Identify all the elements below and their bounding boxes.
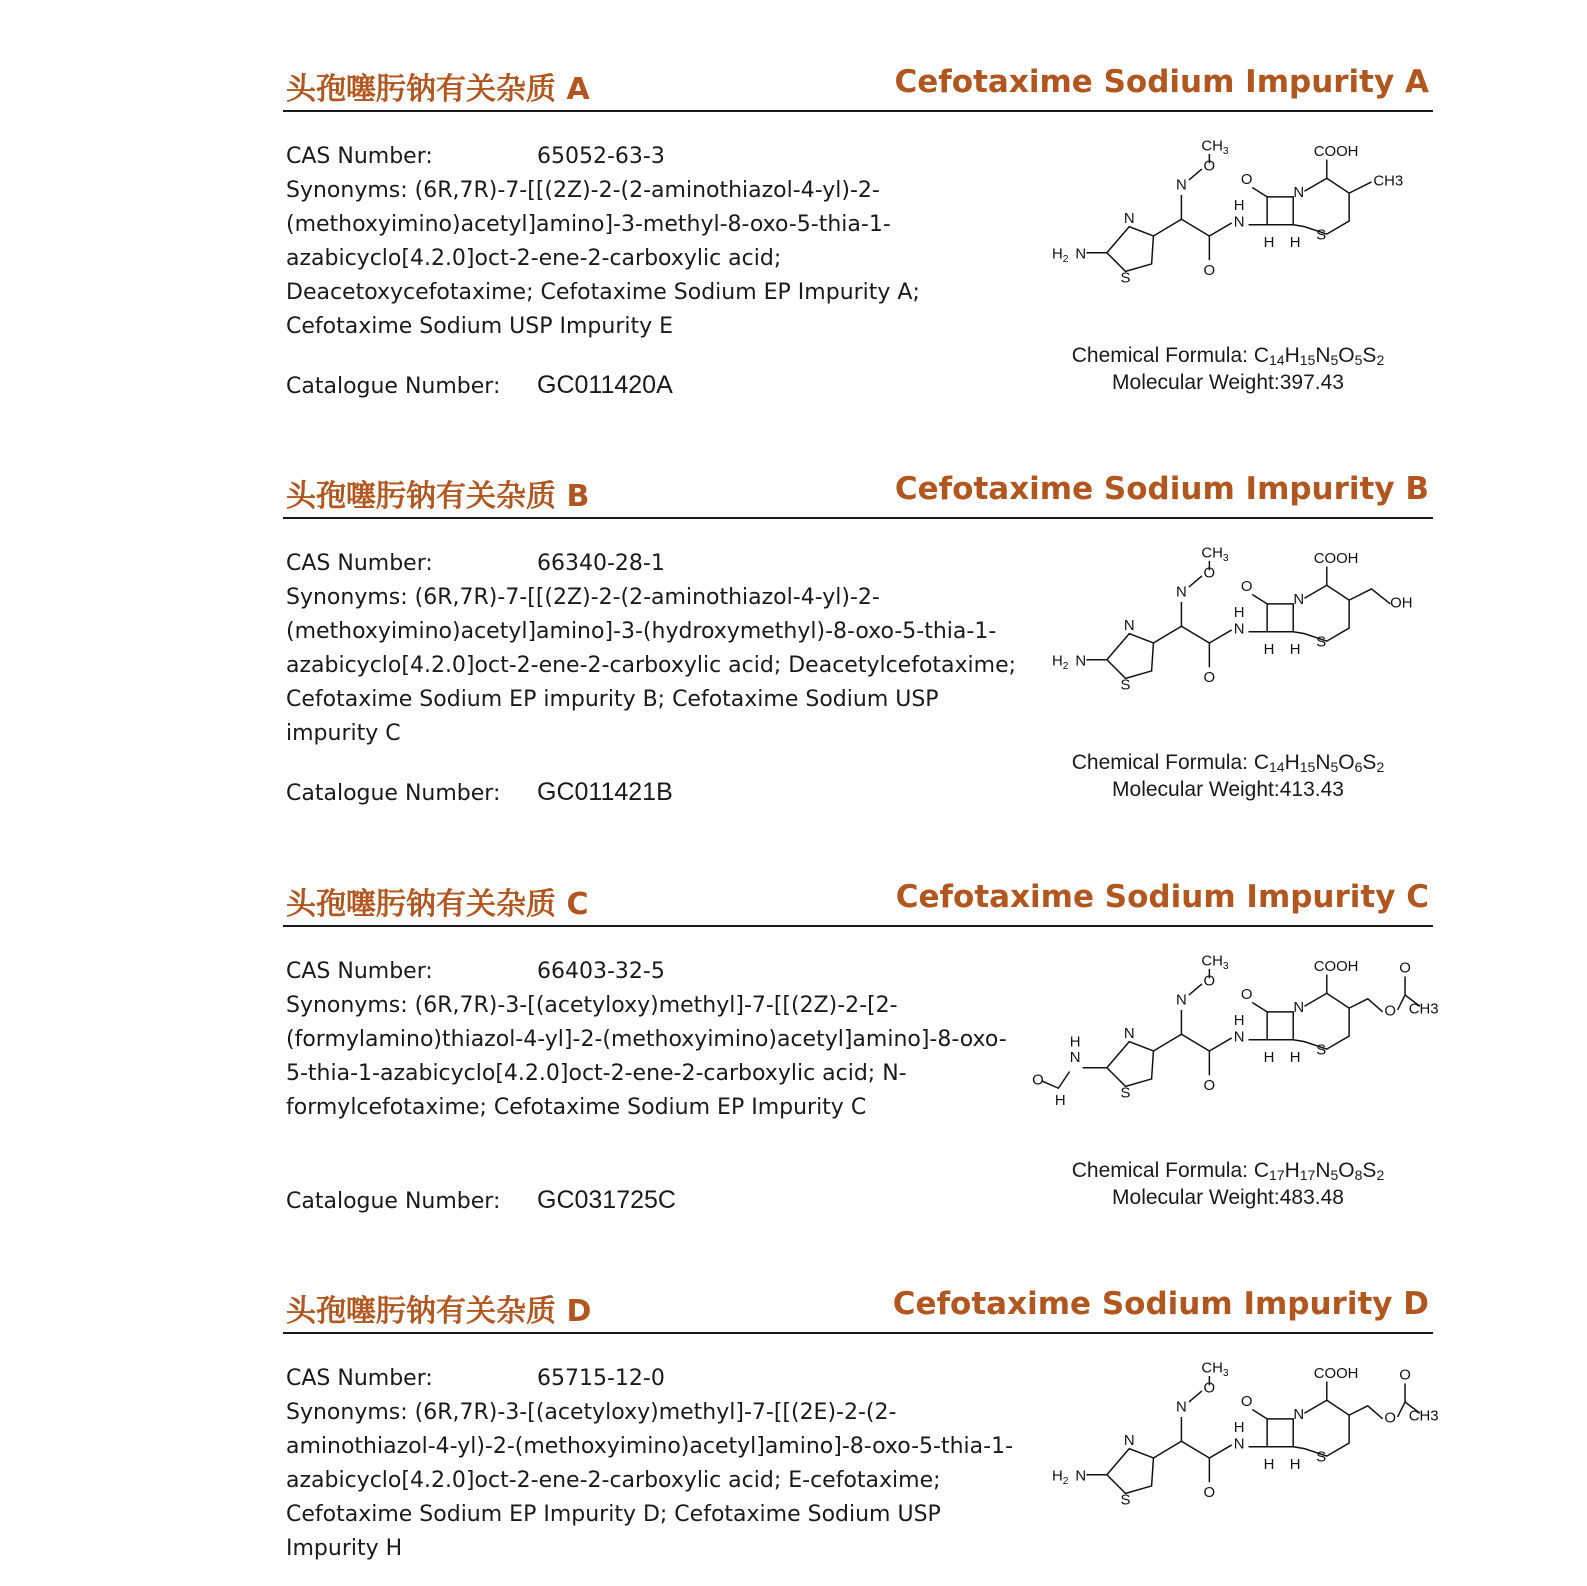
formula-subscript: 15: [1299, 759, 1316, 775]
atom-o: O: [1203, 670, 1216, 687]
formula-subscript: 17: [1299, 1167, 1316, 1183]
formula-subscript: 17: [1268, 1167, 1285, 1183]
entry-impurity-d: [283, 1282, 1439, 1561]
atom-n: N: [1293, 1406, 1305, 1423]
atom-h: H: [1263, 235, 1275, 252]
methyl-group: $CH_3$: [1201, 953, 1229, 972]
formula-value: [1254, 344, 1384, 367]
entry-header: [283, 875, 1433, 927]
title-chinese: 头孢噻肟钠有关杂质 B: [286, 479, 590, 514]
cas-number: CAS Number: 65052-63-3: [286, 144, 665, 169]
formula-element: S: [1362, 1159, 1377, 1182]
title-english: Cefotaxime Sodium Impurity D: [892, 1286, 1429, 1322]
structure-svg: [1023, 937, 1439, 1137]
bond: [1349, 1406, 1383, 1419]
atom-o: O: [1240, 578, 1253, 595]
title-chinese: 头孢噻肟钠有关杂质 A: [286, 72, 590, 107]
atom-h: H: [1233, 197, 1245, 214]
formula-element: H: [1284, 1159, 1300, 1182]
molecular-weight: Molecular Weight:413.43: [1112, 778, 1344, 801]
bond: [1153, 1441, 1209, 1458]
formula-element: N: [1315, 1159, 1331, 1182]
synonyms: Synonyms: (6R,7R)-7-[[(2Z)-2-(2-aminothiazol-4-yl)-2-(methoxyimino)acetyl]amino]-3-(hydroxymethyl)-8-oxo-5-thia-1-azabicyclo[4.2.0]oct-2-ene-2-carboxylic acid; Deacetylcefotaxime; Cefotaxime Sodium EP impurity B; Cefotaxime Sodium USP impurity C: [286, 585, 1017, 746]
side-chain-label: CH3: [1408, 1001, 1439, 1018]
structure-svg: [1023, 1344, 1439, 1544]
bond: [1153, 1034, 1209, 1051]
bond: [1153, 219, 1209, 236]
atom-h: H: [1289, 1457, 1301, 1474]
catalogue-number: Catalogue Number: GC011420A: [286, 371, 673, 399]
molecular-weight: Molecular Weight:397.43: [1112, 371, 1344, 394]
amine-group: $H_2$: [1052, 653, 1069, 673]
bond: [1349, 589, 1390, 604]
atom-o: O: [1203, 158, 1216, 175]
atom-o: O: [1203, 1380, 1216, 1397]
atom-o: O: [1203, 973, 1216, 990]
formula-subscript: 2: [1376, 1167, 1385, 1183]
entry-header: [283, 1282, 1433, 1334]
bond: [1189, 1391, 1202, 1402]
bond: [1209, 630, 1231, 643]
side-chain-label: OH: [1390, 595, 1413, 612]
molecular-weight: Molecular Weight:483.48: [1112, 1186, 1344, 1209]
atom-h: H: [1233, 1012, 1245, 1029]
bond: [1209, 1038, 1231, 1051]
atom-s: S: [1316, 1042, 1327, 1059]
atom-n: N: [1293, 999, 1305, 1016]
chemical-structure: [1023, 1344, 1439, 1544]
bond: [1249, 604, 1294, 632]
atom-s: S: [1316, 634, 1327, 651]
formula-subscript: 2: [1376, 759, 1385, 775]
synonyms: Synonyms: (6R,7R)-3-[(acetyloxy)methyl]-7-[[(2E)-2-(2-aminothiazol-4-yl)-2-(methoxyimino)acetyl]amino]-8-oxo-5-thia-1-azabicyclo[4.2.0]oct-2-ene-2-carboxylic acid; E-cefotaxime; Cefotaxime Sodium EP Impurity D; Cefotaxime Sodium USP Impurity H: [286, 1400, 1014, 1561]
cooh-group: COOH: [1313, 958, 1359, 975]
title-english: Cefotaxime Sodium Impurity A: [894, 64, 1429, 100]
bond: [1252, 188, 1267, 197]
atom-n: N: [1176, 992, 1187, 1009]
atom-o: O: [1203, 263, 1216, 280]
formula-subscript: 15: [1299, 352, 1316, 368]
formula-subscript: 14: [1268, 352, 1285, 368]
methyl-group: $CH_3$: [1201, 1360, 1229, 1379]
atom-h: H: [1233, 1419, 1245, 1436]
atom-h: H: [1069, 1034, 1081, 1051]
atom-n: N: [1293, 591, 1305, 608]
formula-subscript: 14: [1268, 759, 1285, 775]
atom-n: N: [1075, 653, 1087, 670]
atom-n: N: [1233, 1436, 1245, 1453]
bond: [1107, 1449, 1154, 1494]
atom-n: N: [1293, 184, 1305, 201]
atom-s: S: [1316, 1449, 1327, 1466]
cooh-group: COOH: [1313, 143, 1359, 160]
formula-value: [1254, 751, 1384, 774]
entry-header: [283, 467, 1433, 519]
cooh-group: COOH: [1313, 1365, 1359, 1382]
formula-element: S: [1362, 344, 1377, 367]
bond: [1209, 1445, 1231, 1458]
atom-o: O: [1032, 1072, 1044, 1089]
formula-element: C: [1253, 344, 1269, 367]
atom-h: H: [1289, 235, 1301, 252]
atom-o: O: [1240, 1393, 1253, 1410]
synonyms: Synonyms: (6R,7R)-3-[(acetyloxy)methyl]-7-[[(2Z)-2-[2-(formylamino)thiazol-4-yl]-2-(methoxyimino)acetyl]amino]-8-oxo-5-thia-1-azabicyclo[4.2.0]oct-2-ene-2-carboxylic acid; N-formylcefotaxime; Cefotaxime Sodium EP Impurity C: [286, 993, 1007, 1120]
formula-subscript: 2: [1376, 352, 1385, 368]
formula-subscript: 5: [1330, 759, 1339, 775]
atom-h: H: [1289, 642, 1301, 659]
atom-h: H: [1289, 1050, 1301, 1067]
cas-number: CAS Number: 66340-28-1: [286, 551, 665, 576]
atom-o: O: [1240, 171, 1253, 188]
atom-s: S: [1120, 1085, 1131, 1102]
title-chinese: 头孢噻肟钠有关杂质 C: [286, 887, 589, 922]
amine-group: $H_2$: [1052, 1468, 1069, 1488]
catalogue-number: Catalogue Number: GC031725C: [286, 1186, 676, 1214]
formula-element: N: [1315, 751, 1331, 774]
atom-n: N: [1123, 1432, 1135, 1449]
bond: [1189, 169, 1202, 180]
atom-s: S: [1120, 270, 1131, 287]
atom-o: O: [1399, 960, 1411, 977]
bond: [1249, 1419, 1294, 1447]
chemical-formula-block: [1023, 1157, 1433, 1211]
atom-n: N: [1233, 214, 1245, 231]
title-english: Cefotaxime Sodium Impurity C: [895, 879, 1429, 915]
cooh-group: COOH: [1313, 550, 1359, 567]
entry-impurity-a: [283, 60, 1433, 399]
atom-s: S: [1316, 227, 1327, 244]
formula-element: C: [1253, 1159, 1269, 1182]
bond: [1252, 1003, 1267, 1012]
atom-n: N: [1123, 1025, 1135, 1042]
title-chinese: 头孢噻肟钠有关杂质 D: [286, 1294, 592, 1329]
atom-h: H: [1233, 604, 1245, 621]
atom-h: H: [1263, 1050, 1275, 1067]
atom-o: O: [1240, 986, 1253, 1003]
chemical-formula-block: [1023, 342, 1433, 396]
bond: [1107, 1042, 1154, 1087]
atom-n: N: [1233, 621, 1245, 638]
cas-number: CAS Number: 65715-12-0: [286, 1366, 665, 1391]
formula-subscript: 6: [1354, 759, 1363, 775]
formula-element: H: [1284, 751, 1300, 774]
entry-header: [283, 60, 1433, 112]
atom-n: N: [1123, 210, 1135, 227]
formula-element: O: [1338, 751, 1355, 774]
chemical-formula: Chemical Formula: $C_{17}H_{17}N_5O_8S_2$: [1071, 1159, 1385, 1183]
entry-impurity-c: [283, 875, 1439, 1214]
atom-n: N: [1075, 246, 1087, 263]
chemical-formula-block: [1023, 749, 1433, 803]
formula-subscript: 5: [1354, 352, 1363, 368]
atom-o: O: [1203, 1485, 1216, 1502]
atom-o: O: [1203, 565, 1216, 582]
catalogue-number: Catalogue Number: GC011421B: [286, 778, 673, 806]
atom-h: H: [1263, 642, 1275, 659]
side-chain-label: CH3: [1408, 1408, 1439, 1425]
title-english: Cefotaxime Sodium Impurity B: [894, 471, 1429, 507]
formula-element: O: [1338, 344, 1355, 367]
atom-n: N: [1176, 584, 1187, 601]
synonyms: Synonyms: (6R,7R)-7-[[(2Z)-2-(2-aminothiazol-4-yl)-2-(methoxyimino)acetyl]amino]-3-methyl-8-oxo-5-thia-1-azabicyclo[4.2.0]oct-2-ene-2-carboxylic acid; Deacetoxycefotaxime; Cefotaxime Sodium EP Impurity A; Cefotaxime Sodium USP Impurity E: [286, 178, 920, 339]
formula-element: N: [1315, 344, 1331, 367]
atom-n: N: [1123, 617, 1135, 634]
formula-subscript: 5: [1330, 1167, 1339, 1183]
bond: [1153, 626, 1209, 643]
atom-h: H: [1054, 1093, 1066, 1110]
formula-element: H: [1284, 344, 1300, 367]
chemical-formula: Chemical Formula: $C_{14}H_{15}N_5O_6S_2$: [1071, 751, 1385, 775]
formula-subscript: 8: [1354, 1167, 1363, 1183]
bond: [1349, 999, 1383, 1012]
formula-value: [1254, 1159, 1384, 1182]
atom-h: H: [1263, 1457, 1275, 1474]
formula-element: C: [1253, 751, 1269, 774]
bond: [1249, 197, 1294, 225]
cas-number: CAS Number: 66403-32-5: [286, 959, 665, 984]
bond: [1107, 227, 1154, 272]
entry-impurity-b: [283, 467, 1433, 806]
chemical-structure: [1023, 122, 1433, 322]
structure-svg: [1023, 529, 1433, 729]
atom-n: N: [1176, 177, 1187, 194]
bond: [1252, 1410, 1267, 1419]
formula-element: O: [1338, 1159, 1355, 1182]
atom-o: O: [1384, 1410, 1396, 1427]
atom-s: S: [1120, 677, 1131, 694]
bond: [1189, 576, 1202, 587]
amine-group: $H_2$: [1052, 246, 1069, 266]
atom-n: N: [1233, 1029, 1245, 1046]
atom-o: O: [1399, 1367, 1411, 1384]
chemical-structure: [1023, 529, 1433, 729]
chemical-structure: [1023, 937, 1439, 1137]
bond: [1252, 595, 1267, 604]
bond: [1107, 634, 1154, 679]
bond: [1189, 984, 1202, 995]
atom-n: N: [1176, 1399, 1187, 1416]
bond: [1349, 182, 1371, 193]
formula-element: S: [1362, 751, 1377, 774]
chemical-formula: Chemical Formula: $C_{14}H_{15}N_5O_5S_2$: [1071, 344, 1385, 368]
bond: [1042, 1071, 1070, 1088]
bond: [1209, 223, 1231, 236]
bond: [1249, 1012, 1294, 1040]
structure-svg: [1023, 122, 1433, 322]
formula-subscript: 5: [1330, 352, 1339, 368]
methyl-group: $CH_3$: [1201, 545, 1229, 564]
atom-n: N: [1069, 1050, 1081, 1067]
atom-o: O: [1203, 1078, 1216, 1095]
atom-o: O: [1384, 1003, 1396, 1020]
side-chain-label: CH3: [1373, 173, 1404, 190]
methyl-group: $CH_3$: [1201, 138, 1229, 157]
atom-n: N: [1075, 1468, 1087, 1485]
atom-s: S: [1120, 1492, 1131, 1509]
